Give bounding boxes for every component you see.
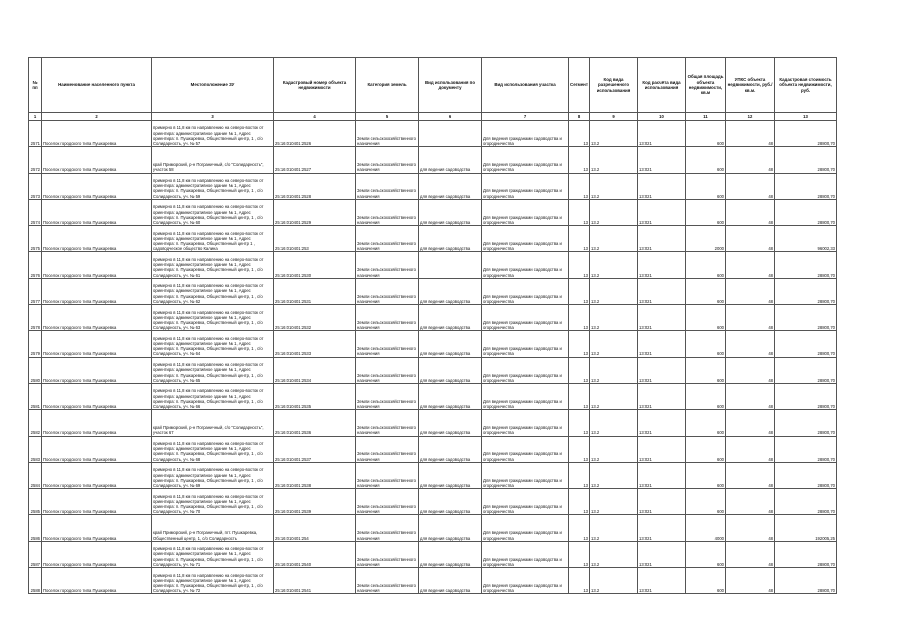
segment-cell: 13	[569, 515, 590, 541]
upks-cell: 48	[726, 305, 775, 331]
document-use-cell: для ведения садоводства	[419, 515, 482, 541]
calc-code-cell: 13:021	[638, 541, 686, 567]
use-code-cell: 13.2	[590, 252, 638, 278]
segment-cell: 13	[569, 489, 590, 515]
calc-code-cell: 13:021	[638, 278, 686, 304]
upks-cell: 48	[726, 331, 775, 357]
document-use-cell: для ведения садоводства	[419, 173, 482, 199]
column-number-cell: 10	[638, 113, 686, 121]
land-category-cell: Земли сельскохозяйственного назначения	[356, 226, 419, 252]
cadastral-value-cell: 28800,70	[775, 147, 837, 173]
cadastral-number-cell: 25:16:010401:2540	[274, 541, 356, 567]
area-cell: 600	[686, 278, 726, 304]
cadastral-number-cell: 25:16:010401:254	[274, 515, 356, 541]
cadastral-value-cell: 28800,70	[775, 357, 837, 383]
cadastral-number-cell: 25:16:010401:2527	[274, 147, 356, 173]
upks-cell: 48	[726, 252, 775, 278]
use-code-cell: 13.2	[590, 173, 638, 199]
row-number-cell: 2584	[29, 462, 42, 488]
table-row	[29, 462, 837, 488]
location-cell: примерно в 11,8 км по направлению на северо-восток от ориентира: административное здание № 1, Адрес ориентира: п. Пушкаревка, Общественный центр, 1 , с/о Солидарность, уч. № 63	[152, 305, 274, 331]
segment-cell: 13	[569, 436, 590, 462]
cadastral-number-cell: 25:16:010401:2532	[274, 305, 356, 331]
plot-use-cell: Для ведения гражданами садоводства и огородничества	[482, 489, 569, 515]
location-cell: примерно в 11,8 км по направлению на северо-восток от ориентира: административное здание № 1, Адрес ориентира: п. Пушкаревка, Общественный центр, 1 , с/о Солидарность, уч. № 59	[152, 173, 274, 199]
calc-code-cell: 13:021	[638, 515, 686, 541]
document-use-cell: для ведения садоводства	[419, 541, 482, 567]
location-cell: край Приморский, р-н Пограничный, пгт. Пушкаревка, Общественный центр, 1, с/о Солидарность	[152, 515, 274, 541]
calc-code-cell: 13:021	[638, 199, 686, 225]
plot-use-cell: Для ведения гражданами садоводства и огородничества	[482, 121, 569, 147]
area-cell: 4000	[686, 515, 726, 541]
land-category-cell: Земли сельскохозяйственного назначения	[356, 278, 419, 304]
area-cell: 600	[686, 489, 726, 515]
use-code-cell: 13.2	[590, 489, 638, 515]
upks-cell: 48	[726, 462, 775, 488]
document-use-cell: для ведения садоводства	[419, 383, 482, 409]
header-cell: № пп	[29, 58, 42, 113]
column-number-cell: 2	[42, 113, 152, 121]
upks-cell: 48	[726, 121, 775, 147]
land-category-cell: Земли сельскохозяйственного назначения	[356, 331, 419, 357]
cadastral-table	[28, 57, 837, 594]
plot-use-cell: Для ведения гражданами садоводства и огородничества	[482, 541, 569, 567]
document-use-cell: для ведения садоводства	[419, 331, 482, 357]
row-number-cell: 2586	[29, 515, 42, 541]
table-row	[29, 410, 837, 436]
segment-cell: 13	[569, 462, 590, 488]
cadastral-number-cell: 25:16:010401:2526	[274, 121, 356, 147]
land-category-cell: Земли сельскохозяйственного назначения	[356, 568, 419, 594]
cadastral-value-cell: 28800,70	[775, 436, 837, 462]
use-code-cell: 13.2	[590, 541, 638, 567]
settlement-cell: Поселок городского типа Пушкаревка	[42, 489, 152, 515]
row-number-cell: 2585	[29, 489, 42, 515]
row-number-cell: 2587	[29, 541, 42, 567]
area-cell: 600	[686, 383, 726, 409]
segment-cell: 13	[569, 568, 590, 594]
row-number-cell: 2581	[29, 383, 42, 409]
header-cell: Сегмент	[569, 58, 590, 113]
document-use-cell: для ведения садоводства	[419, 226, 482, 252]
cadastral-value-cell: 28800,70	[775, 331, 837, 357]
cadastral-value-cell: 96002,33	[775, 226, 837, 252]
document-use-cell: для ведения садоводства	[419, 278, 482, 304]
cadastral-number-cell: 25:16:010401:2529	[274, 199, 356, 225]
use-code-cell: 13.2	[590, 147, 638, 173]
calc-code-cell: 13:021	[638, 173, 686, 199]
column-number-cell: 8	[569, 113, 590, 121]
header-cell: Наименование населенного пункта	[42, 58, 152, 113]
land-category-cell: Земли сельскохозяйственного назначения	[356, 173, 419, 199]
location-cell: примерно в 11,8 км по направлению на северо-восток от ориентира: административное здание № 1, Адрес ориентира: п. Пушкаревка, Общественный центр, 1 , с/о Солидарность, уч. № 61	[152, 252, 274, 278]
calc-code-cell: 13:021	[638, 383, 686, 409]
area-cell: 600	[686, 436, 726, 462]
plot-use-cell: Для ведения гражданами садоводства и огородничества	[482, 515, 569, 541]
calc-code-cell: 13:021	[638, 436, 686, 462]
area-cell: 600	[686, 410, 726, 436]
land-category-cell: Земли сельскохозяйственного назначения	[356, 515, 419, 541]
cadastral-number-cell: 25:16:010401:2535	[274, 383, 356, 409]
area-cell: 2000	[686, 226, 726, 252]
table-row	[29, 199, 837, 225]
row-number-cell: 2580	[29, 357, 42, 383]
settlement-cell: Поселок городского типа Пушкаревка	[42, 357, 152, 383]
cadastral-number-cell: 25:16:010401:2533	[274, 331, 356, 357]
cadastral-value-cell: 28800,70	[775, 568, 837, 594]
use-code-cell: 13.2	[590, 462, 638, 488]
area-cell: 600	[686, 357, 726, 383]
plot-use-cell: Для ведения гражданами садоводства и огородничества	[482, 331, 569, 357]
table-row	[29, 278, 837, 304]
cadastral-number-cell: 25:16:010401:2536	[274, 410, 356, 436]
row-number-cell: 2579	[29, 331, 42, 357]
column-number-cell: 9	[590, 113, 638, 121]
plot-use-cell: Для ведения гражданами садоводства и огородничества	[482, 436, 569, 462]
calc-code-cell: 13:021	[638, 121, 686, 147]
land-category-cell: Земли сельскохозяйственного назначения	[356, 489, 419, 515]
segment-cell: 13	[569, 383, 590, 409]
cadastral-value-cell: 28800,70	[775, 199, 837, 225]
location-cell: примерно в 11,8 км по направлению на северо-восток от ориентира: административное здание № 1, Адрес ориентира: п. Пушкаревка, Общественный центр, 1 , с/о Солидарность, уч. № 69	[152, 462, 274, 488]
plot-use-cell: Для ведения гражданами садоводства и огородничества	[482, 199, 569, 225]
header-cell: УПКС объекта недвижимости, руб./кв.м.	[726, 58, 775, 113]
settlement-cell: Поселок городского типа Пушкаревка	[42, 331, 152, 357]
settlement-cell: Поселок городского типа Пушкаревка	[42, 410, 152, 436]
table-row	[29, 305, 837, 331]
upks-cell: 48	[726, 147, 775, 173]
use-code-cell: 13.2	[590, 383, 638, 409]
use-code-cell: 13.2	[590, 331, 638, 357]
header-row	[29, 58, 837, 113]
land-category-cell: Земли сельскохозяйственного назначения	[356, 147, 419, 173]
row-number-cell: 2575	[29, 226, 42, 252]
use-code-cell: 13.2	[590, 226, 638, 252]
area-cell: 600	[686, 305, 726, 331]
cadastral-number-cell: 25:16:010401:2530	[274, 252, 356, 278]
plot-use-cell: Для ведения гражданами садоводства и огородничества	[482, 147, 569, 173]
settlement-cell: Поселок городского типа Пушкаревка	[42, 462, 152, 488]
column-number-cell: 7	[482, 113, 569, 121]
column-number-cell: 11	[686, 113, 726, 121]
document-use-cell: для ведения садоводства	[419, 568, 482, 594]
table-row	[29, 489, 837, 515]
table-row	[29, 252, 837, 278]
upks-cell: 48	[726, 436, 775, 462]
settlement-cell: Поселок городского типа Пушкаревка	[42, 147, 152, 173]
area-cell: 600	[686, 173, 726, 199]
settlement-cell: Поселок городского типа Пушкаревка	[42, 383, 152, 409]
row-number-cell: 2572	[29, 147, 42, 173]
land-category-cell: Земли сельскохозяйственного назначения	[356, 121, 419, 147]
table-row	[29, 383, 837, 409]
document-use-cell: для ведения садоводства	[419, 147, 482, 173]
segment-cell: 13	[569, 278, 590, 304]
header-cell: Вид использования по документу	[419, 58, 482, 113]
upks-cell: 48	[726, 357, 775, 383]
land-category-cell: Земли сельскохозяйственного назначения	[356, 357, 419, 383]
document-use-cell	[419, 121, 482, 147]
plot-use-cell: Для ведения гражданами садоводства и огородничества	[482, 410, 569, 436]
column-number-cell: 1	[29, 113, 42, 121]
upks-cell: 48	[726, 383, 775, 409]
calc-code-cell: 13:021	[638, 226, 686, 252]
use-code-cell: 13.2	[590, 121, 638, 147]
document-use-cell: для ведения садоводства	[419, 305, 482, 331]
use-code-cell: 13.2	[590, 305, 638, 331]
use-code-cell: 13.2	[590, 515, 638, 541]
location-cell: край Приморский, р-н Пограничный, с/о "Солидарность", участок 58	[152, 147, 274, 173]
table-body	[29, 121, 837, 594]
header-cell: Общая площадь объекта недвижимости, кв.м	[686, 58, 726, 113]
table-row	[29, 173, 837, 199]
calc-code-cell: 13:021	[638, 305, 686, 331]
column-number-cell: 13	[775, 113, 837, 121]
land-category-cell: Земли сельскохозяйственного назначения	[356, 541, 419, 567]
location-cell: примерно в 11,8 км по направлению на северо-восток от ориентира: административное здание № 1, Адрес ориентира: п. Пушкаревка, Общественный центр, 1 , с/о Солидарность, уч. № 60	[152, 199, 274, 225]
cadastral-number-cell: 25:16:010401:2541	[274, 568, 356, 594]
table-row	[29, 147, 837, 173]
segment-cell: 13	[569, 199, 590, 225]
header-cell: Кадастровая стоимость объекта недвижимости, руб.	[775, 58, 837, 113]
header-cell: Код расчёта вида использования	[638, 58, 686, 113]
settlement-cell: Поселок городского типа Пушкаревка	[42, 436, 152, 462]
table-row	[29, 568, 837, 594]
area-cell: 600	[686, 568, 726, 594]
location-cell: примерно в 11,8 км по направлению на северо-восток от ориентира: административное здание № 1, Адрес ориентира: п. Пушкаревка, Общественный центр, 1 , с/о Солидарность, уч. № 66	[152, 383, 274, 409]
location-cell: примерно в 11,8 км по направлению на северо-восток от ориентира: административное здание № 1, Адрес ориентира: п. Пушкаревка, Общественный центр, 1 , с/о Солидарность, уч. № 68	[152, 436, 274, 462]
settlement-cell: Поселок городского типа Пушкаревка	[42, 199, 152, 225]
header-cell: Категория земель	[356, 58, 419, 113]
column-number-cell: 3	[152, 113, 274, 121]
upks-cell: 48	[726, 199, 775, 225]
segment-cell: 13	[569, 226, 590, 252]
location-cell: примерно в 11,8 км по направлению на северо-восток от ориентира: административное здание № 1, Адрес ориентира: п. Пушкаревка, Общественный центр 1 , садоводческое общество Калина	[152, 226, 274, 252]
segment-cell: 13	[569, 305, 590, 331]
upks-cell: 48	[726, 515, 775, 541]
location-cell: примерно в 11,8 км по направлению на северо-восток от ориентира: административное здание № 1, Адрес ориентира: п. Пушкаревка, Общественный центр, 1 , с/о Солидарность, уч. № 72	[152, 568, 274, 594]
location-cell: примерно в 11,8 км по направлению на северо-восток от ориентира: административное здание № 1, Адрес ориентира: п. Пушкаревка, Общественный центр, 1 , с/о Солидарность, уч. № 65	[152, 357, 274, 383]
calc-code-cell: 13:021	[638, 462, 686, 488]
area-cell: 600	[686, 121, 726, 147]
upks-cell: 48	[726, 226, 775, 252]
cadastral-value-cell: 28800,70	[775, 410, 837, 436]
row-number-cell: 2576	[29, 252, 42, 278]
header-cell: Вид использования участка	[482, 58, 569, 113]
table-row	[29, 436, 837, 462]
plot-use-cell: Для ведения гражданами садоводства и огородничества	[482, 278, 569, 304]
land-category-cell: Земли сельскохозяйственного назначения	[356, 252, 419, 278]
column-number-cell: 12	[726, 113, 775, 121]
header-cell: Местоположение ЗУ	[152, 58, 274, 113]
upks-cell: 48	[726, 489, 775, 515]
area-cell: 600	[686, 252, 726, 278]
document-use-cell: для ведения садоводства	[419, 462, 482, 488]
use-code-cell: 13.2	[590, 278, 638, 304]
settlement-cell: Поселок городского типа Пушкаревка	[42, 515, 152, 541]
row-number-cell: 2588	[29, 568, 42, 594]
area-cell: 600	[686, 331, 726, 357]
cadastral-value-cell: 28800,70	[775, 173, 837, 199]
use-code-cell: 13.2	[590, 199, 638, 225]
area-cell: 600	[686, 199, 726, 225]
header-cell: Код вида разрешенного использования	[590, 58, 638, 113]
plot-use-cell: Для ведения гражданами садоводства и огородничества	[482, 357, 569, 383]
cadastral-value-cell: 28800,70	[775, 541, 837, 567]
row-number-cell: 2582	[29, 410, 42, 436]
segment-cell: 13	[569, 357, 590, 383]
upks-cell: 48	[726, 173, 775, 199]
location-cell: примерно в 11,8 км по направлению на северо-восток от ориентира: административное здание № 1, Адрес ориентира: п. Пушкаревка, Общественный центр, 1 , с/о Солидарность, уч. № 57	[152, 121, 274, 147]
upks-cell: 48	[726, 410, 775, 436]
upks-cell: 48	[726, 278, 775, 304]
column-number-cell: 4	[274, 113, 356, 121]
land-category-cell: Земли сельскохозяйственного назначения	[356, 462, 419, 488]
cadastral-value-cell: 28800,70	[775, 489, 837, 515]
document-use-cell	[419, 252, 482, 278]
cadastral-value-cell: 192005,25	[775, 515, 837, 541]
use-code-cell: 13.2	[590, 410, 638, 436]
location-cell: край Приморский, р-н Пограничный, с/о "Солидарность", участок 67	[152, 410, 274, 436]
row-number-cell: 2583	[29, 436, 42, 462]
document-use-cell: для ведения садоводства	[419, 489, 482, 515]
settlement-cell: Поселок городского типа Пушкаревка	[42, 121, 152, 147]
location-cell: примерно в 11,8 км по направлению на северо-восток от ориентира: административное здание № 1, Адрес ориентира: п. Пушкаревка, Общественный центр, 1 , с/о Солидарность, уч. № 64	[152, 331, 274, 357]
column-number-cell: 6	[419, 113, 482, 121]
upks-cell: 48	[726, 541, 775, 567]
segment-cell: 13	[569, 121, 590, 147]
location-cell: примерно в 11,8 км по направлению на северо-восток от ориентира: административное здание № 1, Адрес ориентира: п. Пушкаревка, Общественный центр, 1 , с/о Солидарность, уч. № 70	[152, 489, 274, 515]
settlement-cell: Поселок городского типа Пушкаревка	[42, 226, 152, 252]
plot-use-cell: Для ведения гражданами садоводства и огородничества	[482, 226, 569, 252]
upks-cell: 48	[726, 568, 775, 594]
land-category-cell: Земли сельскохозяйственного назначения	[356, 199, 419, 225]
column-number-cell: 5	[356, 113, 419, 121]
cadastral-value-cell: 28800,70	[775, 121, 837, 147]
plot-use-cell: Для ведения гражданами садоводства и огородничества	[482, 383, 569, 409]
cadastral-number-cell: 25:16:010401:2531	[274, 278, 356, 304]
use-code-cell: 13.2	[590, 436, 638, 462]
document-use-cell: для ведения садоводства	[419, 199, 482, 225]
cadastral-number-cell: 25:16:010401:2538	[274, 462, 356, 488]
plot-use-cell: Для ведения гражданами садоводства и огородничества	[482, 252, 569, 278]
row-number-cell: 2571	[29, 121, 42, 147]
table-row	[29, 541, 837, 567]
row-number-cell: 2573	[29, 173, 42, 199]
calc-code-cell: 13:021	[638, 147, 686, 173]
land-category-cell: Земли сельскохозяйственного назначения	[356, 305, 419, 331]
cadastral-number-cell: 25:16:010401:2539	[274, 489, 356, 515]
land-category-cell: Земли сельскохозяйственного назначения	[356, 436, 419, 462]
calc-code-cell: 13:021	[638, 357, 686, 383]
cadastral-value-cell: 28800,70	[775, 305, 837, 331]
row-number-cell: 2578	[29, 305, 42, 331]
row-number-cell: 2577	[29, 278, 42, 304]
table-row	[29, 357, 837, 383]
plot-use-cell: Для ведения гражданами садоводства и огородничества	[482, 305, 569, 331]
calc-code-cell: 13:021	[638, 252, 686, 278]
settlement-cell: Поселок городского типа Пушкаревка	[42, 305, 152, 331]
document-use-cell: для ведения садоводства	[419, 357, 482, 383]
table-row	[29, 515, 837, 541]
land-category-cell: Земли сельскохозяйственного назначения	[356, 410, 419, 436]
cadastral-value-cell: 28800,70	[775, 278, 837, 304]
segment-cell: 13	[569, 147, 590, 173]
cadastral-value-cell: 28800,70	[775, 252, 837, 278]
calc-code-cell: 13:021	[638, 331, 686, 357]
plot-use-cell: Для ведения гражданами садоводства и огородничества	[482, 173, 569, 199]
settlement-cell: Поселок городского типа Пушкаревка	[42, 568, 152, 594]
header-cell: Кадастровый номер объекта недвижимости	[274, 58, 356, 113]
cadastral-value-sheet	[28, 57, 836, 594]
location-cell: примерно в 11,8 км по направлению на северо-восток от ориентира: административное здание № 1, Адрес ориентира: п. Пушкаревка, Общественный центр, 1 , с/о Солидарность, уч. № 62	[152, 278, 274, 304]
segment-cell: 13	[569, 541, 590, 567]
settlement-cell: Поселок городского типа Пушкаревка	[42, 541, 152, 567]
table-row	[29, 121, 837, 147]
area-cell: 600	[686, 147, 726, 173]
plot-use-cell: Для ведения гражданами садоводства и огородничества	[482, 568, 569, 594]
segment-cell: 13	[569, 410, 590, 436]
document-use-cell: для ведения садоводства	[419, 436, 482, 462]
use-code-cell: 13.2	[590, 357, 638, 383]
calc-code-cell: 13:021	[638, 568, 686, 594]
cadastral-value-cell: 28800,70	[775, 383, 837, 409]
location-cell: примерно в 11,8 км по направлению на северо-восток от ориентира: административное здание № 1, Адрес ориентира: п. Пушкаревка, Общественный центр, 1 , с/о Солидарность, уч. № 71	[152, 541, 274, 567]
area-cell: 600	[686, 462, 726, 488]
segment-cell: 13	[569, 331, 590, 357]
use-code-cell: 13.2	[590, 568, 638, 594]
segment-cell: 13	[569, 252, 590, 278]
column-number-row	[29, 113, 837, 121]
table-row	[29, 331, 837, 357]
table-row	[29, 226, 837, 252]
cadastral-number-cell: 25:16:010401:253	[274, 226, 356, 252]
row-number-cell: 2574	[29, 199, 42, 225]
calc-code-cell: 13:021	[638, 489, 686, 515]
area-cell: 600	[686, 541, 726, 567]
settlement-cell: Поселок городского типа Пушкаревка	[42, 173, 152, 199]
cadastral-value-cell: 28800,70	[775, 462, 837, 488]
segment-cell: 13	[569, 173, 590, 199]
settlement-cell: Поселок городского типа Пушкаревка	[42, 252, 152, 278]
plot-use-cell: Для ведения гражданами садоводства и огородничества	[482, 462, 569, 488]
cadastral-number-cell: 25:16:010401:2537	[274, 436, 356, 462]
calc-code-cell: 13:021	[638, 410, 686, 436]
land-category-cell: Земли сельскохозяйственного назначения	[356, 383, 419, 409]
settlement-cell: Поселок городского типа Пушкаревка	[42, 278, 152, 304]
document-use-cell: для ведения садоводства	[419, 410, 482, 436]
cadastral-number-cell: 25:16:010401:2528	[274, 173, 356, 199]
cadastral-number-cell: 25:16:010401:2534	[274, 357, 356, 383]
